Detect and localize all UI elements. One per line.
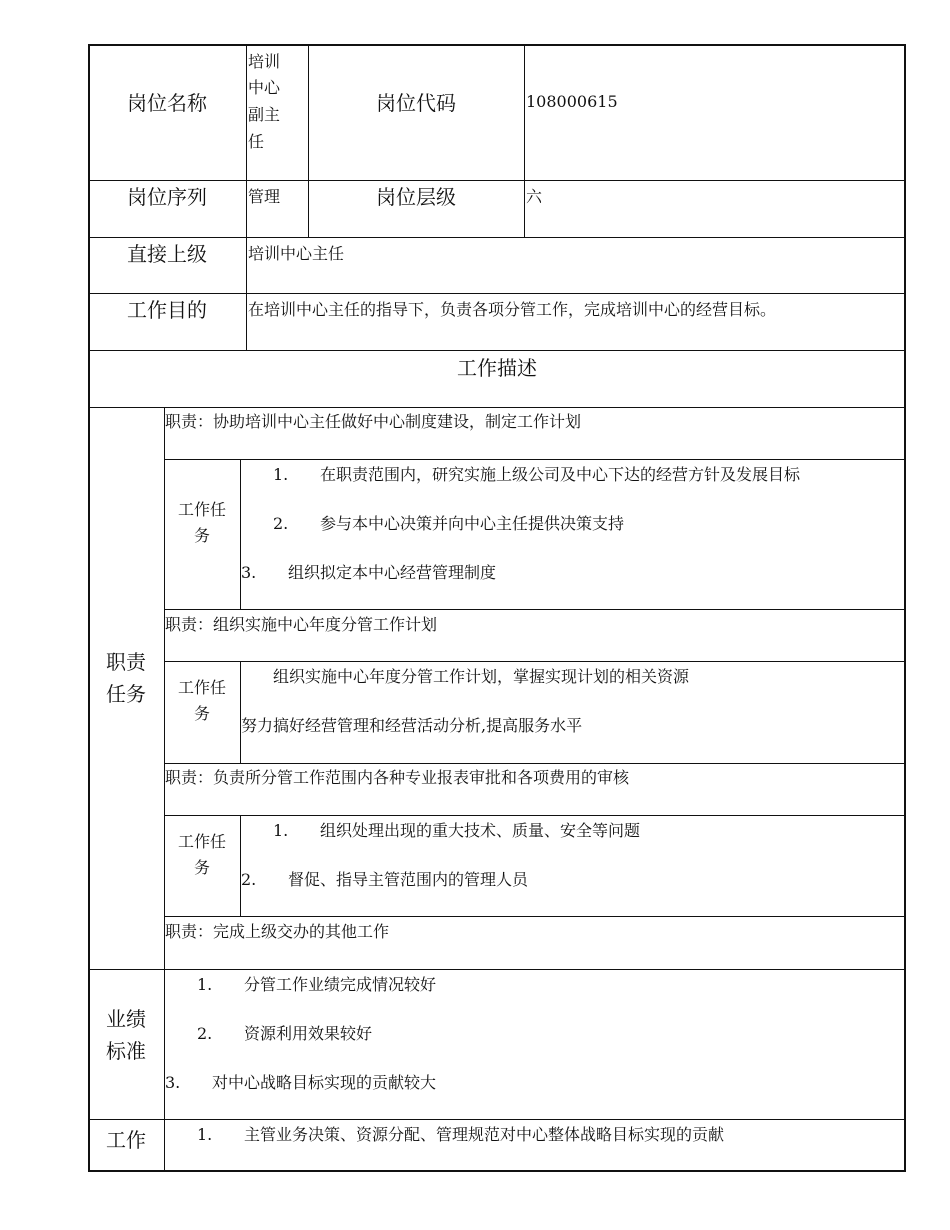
task-text: 在职责范围内，研究实施上级公司及中心下达的经营方针及发展目标 (320, 465, 801, 484)
task-number: 2. (241, 870, 257, 889)
task-label-line: 工作任 (177, 832, 226, 851)
description-title: 工作描述 (457, 356, 537, 380)
work-text: 主管业务决策、资源分配、管理规范对中心整体战略目标实现的贡献 (244, 1125, 725, 1144)
task-number: 3. (241, 563, 257, 582)
col-divider (246, 44, 247, 350)
performance-text: 资源利用效果较好 (244, 1024, 373, 1043)
col-divider (240, 661, 241, 763)
superior-value: 培训中心主任 (248, 244, 345, 263)
performance-number: 2. (197, 1024, 213, 1043)
row-divider (164, 916, 906, 917)
superior-label: 直接上级 (127, 242, 207, 266)
task-number: 2. (273, 514, 289, 533)
col-divider (240, 459, 241, 609)
performance-number: 3. (165, 1073, 181, 1092)
row-divider (164, 815, 906, 816)
task-label-line: 工作任 (177, 500, 226, 519)
performance-text: 分管工作业绩完成情况较好 (244, 975, 437, 994)
post-name-value-line: 中心 (248, 78, 281, 97)
task-text: 努力搞好经营管理和经营活动分析,提高服务水平 (241, 716, 583, 735)
post-level-value: 六 (526, 187, 543, 206)
row-divider (88, 969, 906, 970)
post-code-value: 108000615 (526, 92, 618, 111)
post-name-value-line: 副主 (248, 105, 281, 124)
row-divider (164, 609, 906, 610)
task-text: 参与本中心决策并向中心主任提供决策支持 (320, 514, 625, 533)
task-number: 1. (273, 821, 289, 840)
post-name-value-line: 培训 (248, 52, 281, 71)
post-name-label: 岗位名称 (127, 91, 207, 115)
duties-label-line: 职责 (106, 650, 146, 674)
row-divider (88, 1119, 906, 1120)
duties-label-line: 任务 (106, 682, 146, 706)
post-name-value-line: 任 (248, 132, 265, 151)
task-label-line: 工作任 (177, 678, 226, 697)
row-divider (88, 237, 906, 238)
post-series-label: 岗位序列 (127, 185, 207, 209)
col-divider (240, 815, 241, 916)
task-label-line: 务 (193, 858, 210, 877)
row-divider (164, 661, 906, 662)
task-text: 组织拟定本中心经营管理制度 (288, 563, 497, 582)
performance-label-line: 业绩 (106, 1007, 146, 1031)
performance-number: 1. (197, 975, 213, 994)
task-text: 督促、指导主管范围内的管理人员 (288, 870, 529, 889)
performance-text: 对中心战略目标实现的贡献较大 (212, 1073, 437, 1092)
row-divider (88, 293, 906, 294)
work-number: 1. (197, 1125, 213, 1144)
task-label-line: 务 (193, 704, 210, 723)
purpose-value: 在培训中心主任的指导下，负责各项分管工作，完成培训中心的经营目标。 (248, 300, 777, 319)
post-level-label: 岗位层级 (376, 185, 456, 209)
work-label: 工作 (106, 1128, 146, 1152)
row-divider (88, 180, 906, 181)
performance-label-line: 标准 (106, 1039, 146, 1063)
row-divider (88, 350, 906, 351)
duty-text: 职责：组织实施中心年度分管工作计划 (165, 615, 438, 634)
post-series-value: 管理 (248, 187, 281, 206)
row-divider (164, 763, 906, 764)
task-text: 组织处理出现的重大技术、质量、安全等问题 (320, 821, 641, 840)
col-divider (308, 44, 309, 237)
task-label-line: 务 (193, 526, 210, 545)
col-divider (164, 407, 165, 1172)
col-divider (524, 44, 525, 237)
job-description-table (88, 44, 906, 1172)
purpose-label: 工作目的 (127, 298, 207, 322)
duty-text: 职责：协助培训中心主任做好中心制度建设，制定工作计划 (165, 412, 582, 431)
task-number: 1. (273, 465, 289, 484)
task-text: 组织实施中心年度分管工作计划，掌握实现计划的相关资源 (273, 667, 690, 686)
duty-text: 职责：负责所分管工作范围内各种专业报表审批和各项费用的审核 (165, 768, 630, 787)
post-code-label: 岗位代码 (376, 91, 456, 115)
row-divider (164, 459, 906, 460)
row-divider (88, 407, 906, 408)
duty-text: 职责：完成上级交办的其他工作 (165, 922, 390, 941)
